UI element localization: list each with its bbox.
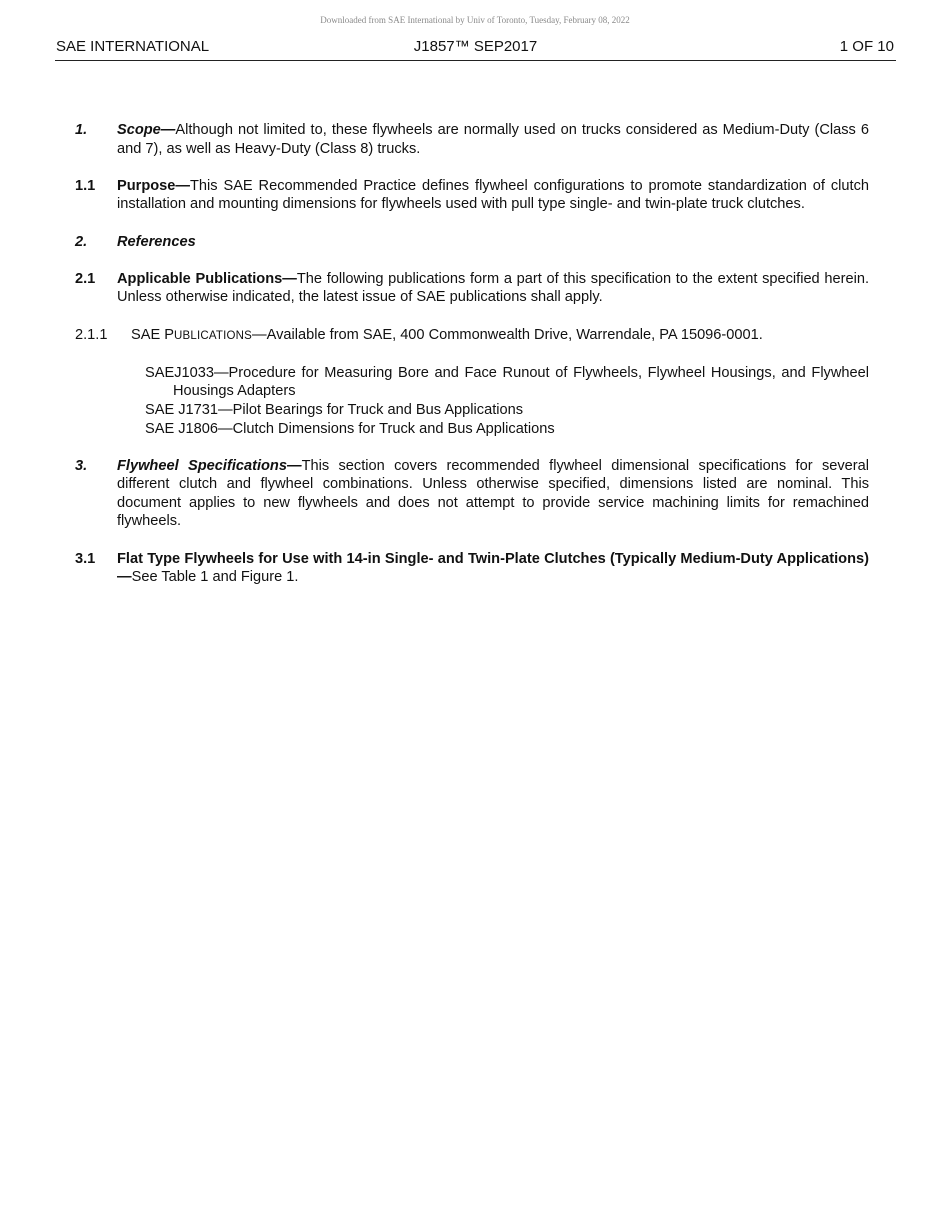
section-title-smallcaps: UBLICATIONS [174,329,253,342]
section-1-1-purpose [75,177,869,214]
page-header [55,38,896,61]
section-number: 2.1.1 [75,326,108,343]
section-text: This section covers recommended flywheel dimensional specifications for several different clutch and flywheel combinations. Unless otherwise specified, dimensions listed are nominal. This document applies to new flywheels and does not attempt to provide service machining limits for remachined flywheels. [117,457,869,530]
header-doc-id: J1857™ SEP2017 [413,38,538,55]
section-2-1-applicable-publications [75,270,869,307]
section-number: 2.1 [75,270,96,287]
section-title: References [117,233,196,250]
section-text: See Table 1 and Figure 1. [131,569,299,586]
section-number: 3. [75,457,88,474]
section-text: —Available from SAE, 400 Commonwealth Drive, Warrendale, PA 15096-0001. [252,326,763,343]
section-text: This SAE Recommended Practice defines flywheel configurations to promote standardization of clutch installation and mounting dimensions for flywheels used with pull type single- and twin-plate truck clutches. [117,177,869,213]
section-title: Scope— [117,122,176,138]
reference-item: SAE J1806—Clutch Dimensions for Truck and Bus Applications [145,420,555,437]
section-3-flywheel-specifications [75,457,869,531]
header-page-number: 1 OF 10 [839,38,894,55]
section-number: 3.1 [75,550,96,567]
section-title: Flat Type Flywheels for Use with 14-in Single- and Twin-Plate Clutches (Typically Medium-Duty Applications)— [117,550,869,586]
section-number: 1.1 [75,177,96,194]
header-org: SAE INTERNATIONAL [56,38,210,55]
section-title: SAE P [131,326,174,343]
section-title: Applicable Publications— [117,270,297,287]
section-3-1-flat-type-flywheels [75,550,869,587]
reference-item: SAE J1731—Pilot Bearings for Truck and Bus Applications [145,401,524,418]
section-2-1-1-sae-publications [75,326,869,346]
reference-list [75,364,869,438]
section-2-references [75,233,869,252]
document-body [75,121,869,605]
reference-item: SAEJ1033—Procedure for Measuring Bore and Face Runout of Flywheels, Flywheel Housings, and Flywheel Housings Adapters [145,364,869,400]
section-title: Flywheel Specifications— [117,457,302,474]
download-watermark: Downloaded from SAE International by Univ of Toronto, Tuesday, February 08, 2022 [320,15,630,25]
section-text: The following publications form a part of this specification to the extent specified herein. Unless otherwise indicated, the latest issue of SAE publications shall apply. [117,270,869,306]
section-number: 2. [75,233,88,250]
section-title: Purpose— [117,177,190,194]
section-number: 1. [75,122,88,138]
section-1-scope [75,121,869,158]
section-text: Although not limited to, these flywheels are normally used on trucks considered as Medium-Duty (Class 6 and 7), as well as Heavy-Duty (Class 8) trucks. [117,122,869,157]
